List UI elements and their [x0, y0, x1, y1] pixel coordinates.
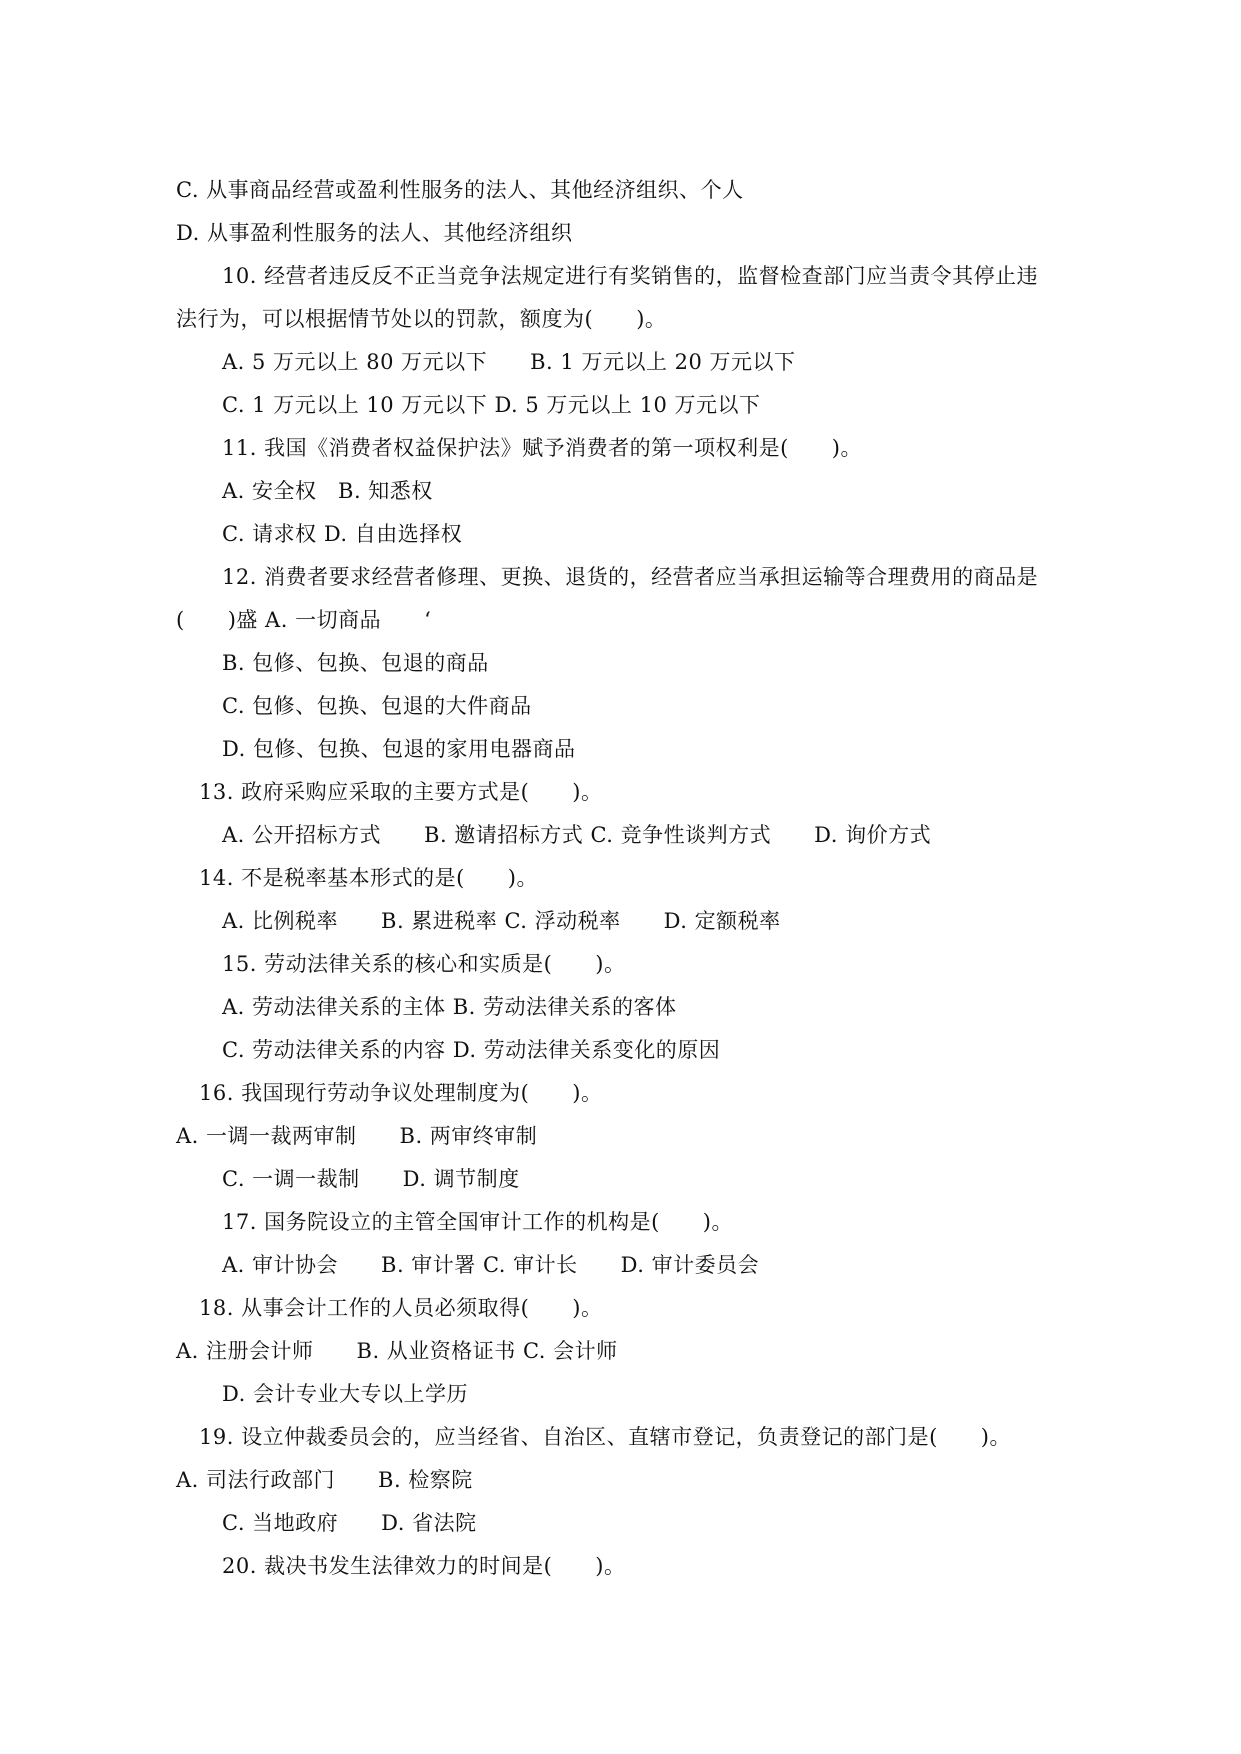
options-line: C. 一调一裁制 D. 调节制度 — [222, 1167, 520, 1191]
options-line: D. 会计专业大专以上学历 — [222, 1382, 468, 1406]
options-line: A. 劳动法律关系的主体 B. 劳动法律关系的客体 — [222, 995, 677, 1019]
options-line: C. 当地政府 D. 省法院 — [222, 1511, 477, 1535]
question-11: 11. 我国《消费者权益保护法》赋予消费者的第一项权利是( )。 — [222, 436, 862, 460]
options-line: A. 注册会计师 B. 从业资格证书 C. 会计师 — [176, 1339, 618, 1363]
text-line: 法行为，可以根据情节处以的罚款，额度为( )。 — [176, 307, 667, 331]
question-10: 10. 经营者违反反不正当竞争法规定进行有奖销售的，监督检查部门应当责令其停止违 — [222, 264, 1039, 288]
text-line: ( )盛 A. 一切商品 ‘ — [176, 608, 432, 632]
question-15: 15. 劳动法律关系的核心和实质是( )。 — [222, 952, 626, 976]
question-16: 16. 我国现行劳动争议处理制度为( )。 — [199, 1081, 603, 1105]
question-12: 12. 消费者要求经营者修理、更换、退货的，经营者应当承担运输等合理费用的商品是 — [222, 565, 1039, 589]
options-line: B. 包修、包换、包退的商品 — [222, 651, 489, 675]
options-line: A. 5 万元以上 80 万元以下 B. 1 万元以上 20 万元以下 — [222, 350, 796, 374]
options-line: A. 安全权 B. 知悉权 — [222, 479, 433, 503]
question-20: 20. 裁决书发生法律效力的时间是( )。 — [222, 1554, 626, 1578]
options-line: A. 公开招标方式 B. 邀请招标方式 C. 竞争性谈判方式 D. 询价方式 — [222, 823, 932, 847]
text-line: C. 从事商品经营或盈利性服务的法人、其他经济组织、个人 — [176, 178, 744, 202]
options-line: C. 包修、包换、包退的大件商品 — [222, 694, 532, 718]
options-line: A. 审计协会 B. 审计署 C. 审计长 D. 审计委员会 — [222, 1253, 760, 1277]
options-line: A. 比例税率 B. 累进税率 C. 浮动税率 D. 定额税率 — [222, 909, 781, 933]
question-13: 13. 政府采购应采取的主要方式是( )。 — [199, 780, 603, 804]
options-line: C. 请求权 D. 自由选择权 — [222, 522, 463, 546]
question-14: 14. 不是税率基本形式的是( )。 — [199, 866, 538, 890]
options-line: D. 包修、包换、包退的家用电器商品 — [222, 737, 576, 761]
question-17: 17. 国务院设立的主管全国审计工作的机构是( )。 — [222, 1210, 733, 1234]
options-line: A. 司法行政部门 B. 检察院 — [176, 1468, 473, 1492]
options-line: A. 一调一裁两审制 B. 两审终审制 — [176, 1124, 538, 1148]
question-18: 18. 从事会计工作的人员必须取得( )。 — [199, 1296, 603, 1320]
options-line: C. 劳动法律关系的内容 D. 劳动法律关系变化的原因 — [222, 1038, 721, 1062]
options-line: C. 1 万元以上 10 万元以下 D. 5 万元以上 10 万元以下 — [222, 393, 761, 417]
text-line: D. 从事盈利性服务的法人、其他经济组织 — [176, 221, 573, 245]
question-19: 19. 设立仲裁委员会的，应当经省、自治区、直辖市登记，负责登记的部门是( )。 — [199, 1425, 1011, 1449]
